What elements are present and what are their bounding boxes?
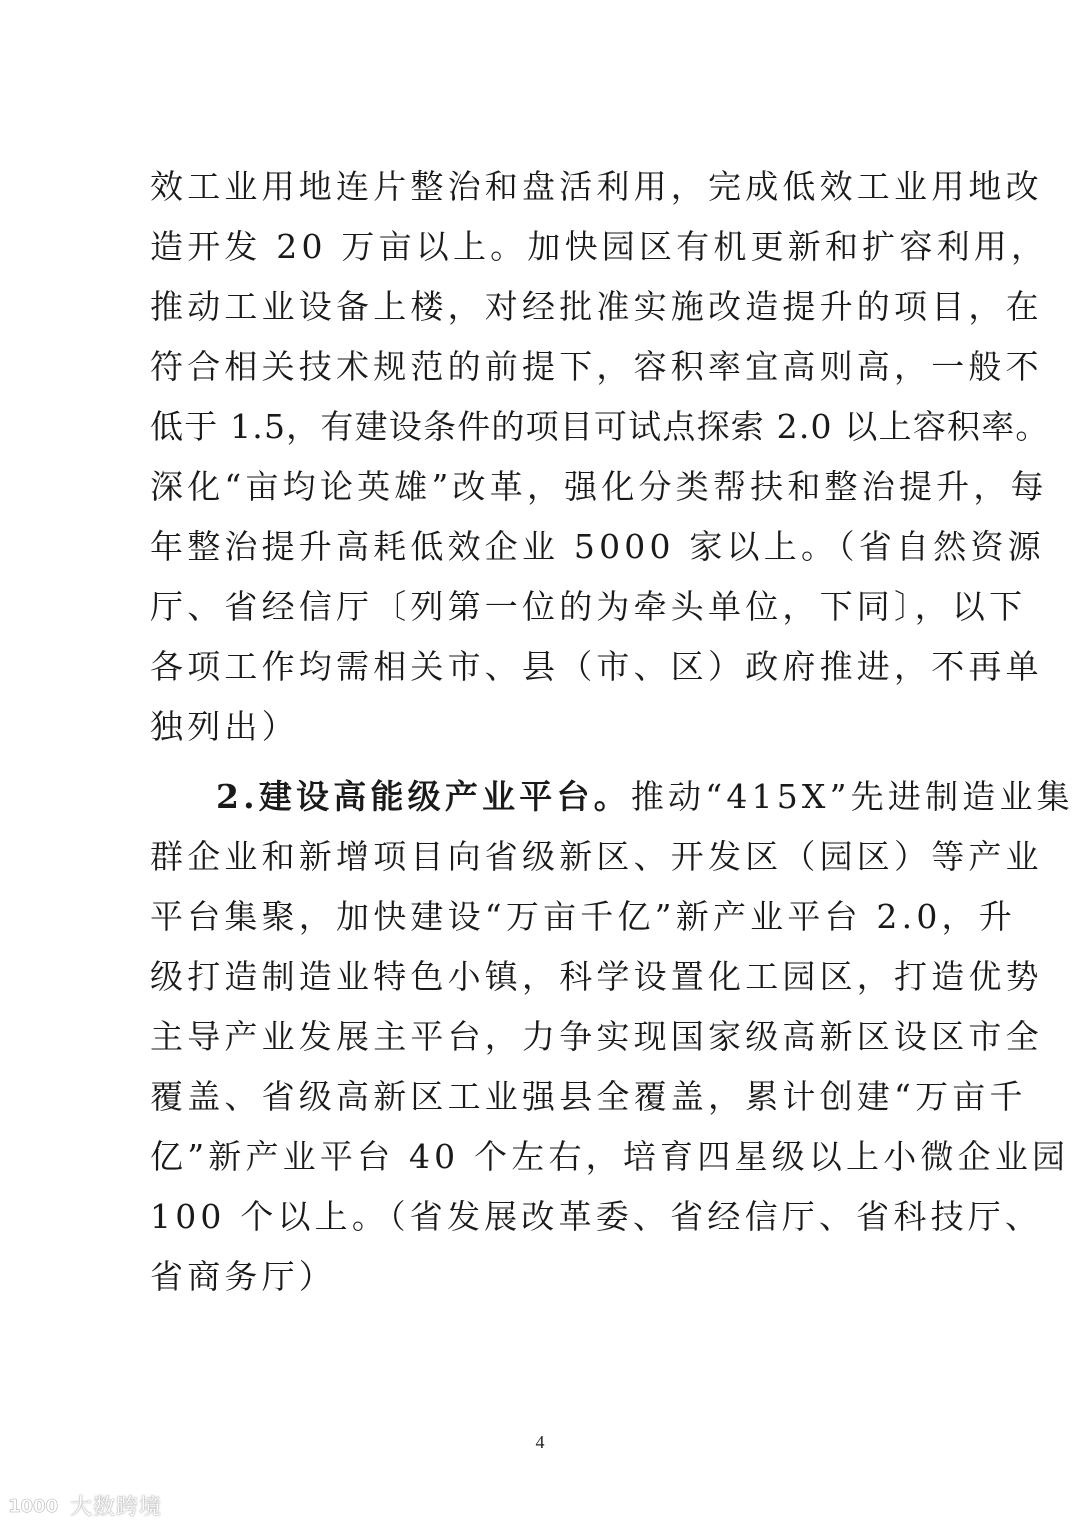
paragraph-1-line-5: 低于 1.5，有建设条件的项目可试点探索 2.0 以上容积率。 xyxy=(150,407,1050,446)
paragraph-1-line-6: 深化“亩均论英雄”改革，强化分类帮扶和整治提升，每 xyxy=(150,467,1048,506)
paragraph-1-line-9: 各项工作均需相关市、县（市、区）政府推进，不再单 xyxy=(150,647,1043,686)
paragraph-1-line-1: 效工业用地连片整治和盘活利用，完成低效工业用地改 xyxy=(150,167,1043,206)
paragraph-1-line-3: 推动工业设备上楼，对经批准实施改造提升的项目，在 xyxy=(150,287,1043,326)
page-number: 4 xyxy=(535,1432,545,1452)
paragraph-1-line-4: 符合相关技术规范的前提下，容积率宜高则高，一般不 xyxy=(150,347,1043,386)
paragraph-2-line-4: 级打造制造业特色小镇，科学设置化工园区，打造优势 xyxy=(150,957,1043,996)
paragraph-2-line-9: 省商务厅） xyxy=(150,1257,336,1296)
paragraph-2-line-1-text: 推动“415X”先进制造业集 xyxy=(630,777,1074,816)
paragraph-2-line-8: 100 个以上。（省发展改革委、省经信厅、省科技厅、 xyxy=(150,1197,1043,1236)
svg-text:1000: 1000 xyxy=(8,1496,59,1517)
paragraph-2-line-7: 亿”新产业平台 40 个左右，培育四星级以上小微企业园 xyxy=(150,1137,1070,1176)
paragraph-2-line-1 xyxy=(216,767,1074,827)
paragraph-1-line-10: 独列出） xyxy=(150,707,299,746)
paragraph-1-line-8: 厅、省经信厅〔列第一位的为牵头单位，下同〕，以下 xyxy=(150,587,1027,626)
watermark-logo-icon xyxy=(6,1491,64,1519)
paragraph-1-line-2: 造开发 20 万亩以上。加快园区有机更新和扩容利用， xyxy=(150,227,1049,266)
paragraph-1-line-7: 年整治提升高耗低效企业 5000 家以上。（省自然资源 xyxy=(150,527,1045,566)
paragraph-2-line-6: 覆盖、省级高新区工业强县全覆盖，累计创建“万亩千 xyxy=(150,1077,1027,1116)
paragraph-2-line-2: 群企业和新增项目向省级新区、开发区（园区）等产业 xyxy=(150,837,1043,876)
paragraph-2-line-5: 主导产业发展主平台，力争实现国家级高新区设区市全 xyxy=(150,1017,1043,1056)
paragraph-2-line-3: 平台集聚，加快建设“万亩千亿”新产业平台 2.0，升 xyxy=(150,897,1016,936)
watermark xyxy=(6,1490,162,1520)
watermark-text: 大数跨境 xyxy=(70,1494,163,1520)
section-heading: 2.建设高能级产业平台。 xyxy=(216,777,631,816)
